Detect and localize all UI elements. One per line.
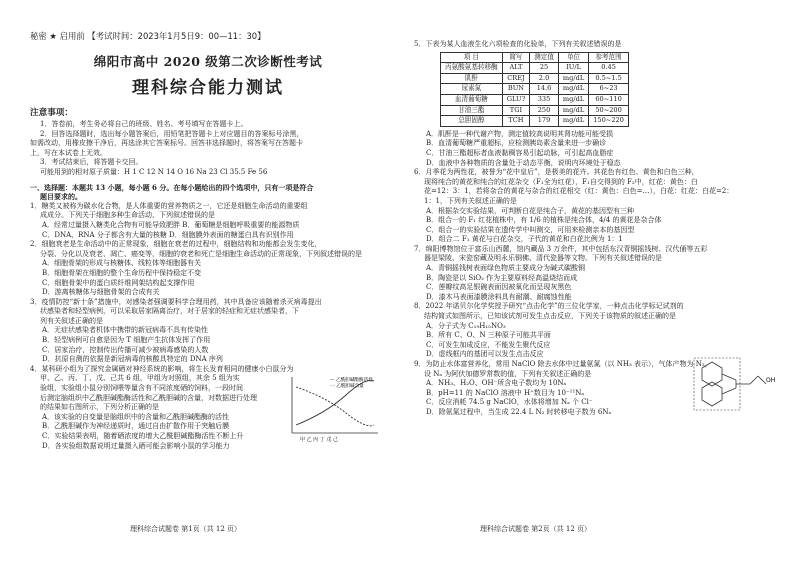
q2-option: A．细胞骨架的形成与核糖体、线粒体等细胞器有关 bbox=[42, 259, 202, 268]
q8-line: 8．2022 年诺贝尔化学奖授予研究“点击化学”的三位化学家，一种点击化学标记试剂的 bbox=[414, 302, 684, 311]
q7-option: B．陶瓷是以 SiO₂ 作为主要原料经高温烧结而成 bbox=[426, 273, 578, 282]
q3-option: C．居家治疗，控制传出传播可减少被病毒感染的人数 bbox=[42, 345, 209, 354]
table-cell: 335 bbox=[530, 94, 559, 105]
exam-title-line2: 理科综合能力测试 bbox=[132, 78, 284, 98]
q1-line: 成成分。下列关于细胞多种生命活动，下列叙述错误的是 bbox=[40, 211, 215, 220]
table-cell: 14.6 bbox=[530, 84, 559, 95]
table-cell: 60~110 bbox=[589, 94, 629, 105]
q2-option: D．游离核糖体与细胞骨架的合成有关 bbox=[42, 288, 160, 297]
table-cell: 丙氨酸氨基转移酶 bbox=[441, 63, 503, 74]
q4-option: B．乙酰胆碱作为神经递质时，通过自由扩散作用于突触后膜 bbox=[42, 422, 230, 431]
table-cell: TCH bbox=[502, 116, 529, 127]
q5-option: A．肌酐是一种代谢产物，测定值较高说明其肾功能可能受损 bbox=[426, 129, 614, 138]
q3-line: 列有关叙述正确的是 bbox=[40, 316, 103, 325]
q4-line: 后测定脑组织中乙酰胆碱酯酶活性和乙酰胆碱的含量，对数据进行处理 bbox=[40, 393, 257, 402]
table-cell: 甘油三酯 bbox=[441, 105, 503, 116]
q1-option: A．经常过量摄入糖类化合物有可能导致肥胖 B．葡萄糖是细胞呼吸重要的能源物质 bbox=[42, 220, 300, 229]
table-header-cell: 项 目 bbox=[441, 52, 503, 63]
q6-line: 花=12：3：1，若将杂合的黄花与杂合的红花相交（红：黄色：白色=…），白花：红花：白花=2： bbox=[424, 187, 734, 196]
bond bbox=[758, 376, 766, 384]
chemical-structure bbox=[692, 356, 782, 412]
q4-block bbox=[30, 365, 386, 451]
table-cell: 肌酐 bbox=[441, 73, 503, 84]
note-line: 3．考试结束后，将答题卡交回。 bbox=[40, 158, 143, 167]
table-cell: mg/dL bbox=[558, 73, 588, 84]
q5-option: B．血清葡萄糖严重超标，应检测胰岛素含量来进一步确诊 bbox=[426, 139, 607, 148]
q8-option: A．分子式为 C₁₉H₁₅NO₃ bbox=[426, 321, 506, 330]
q3-option: D．抗原自测的依据是新冠病毒的核酸具特定的 DNA 序列 bbox=[42, 355, 223, 364]
q3-line: 状感染者和轻型病例，可以采取居家隔离治疗，对于居家的轻症和无症状感染者，下 bbox=[40, 307, 299, 316]
q9-option: C．反应消耗 74.5 g NaClO，水体将增加 Nₐ 个 Cl⁻ bbox=[426, 398, 593, 407]
table-cell: mg/dL bbox=[558, 116, 588, 127]
q6-option: B．组合一的 F₁ 红花植株中，有 1/6 的植株是纯合体，4/4 的黄花是杂合体 bbox=[426, 216, 662, 225]
table-row bbox=[441, 84, 629, 95]
q5-option: C．甘油三酯超标者血液黏稠容易引起动脉，可引起高血脂症 bbox=[426, 148, 614, 157]
table-cell: 总胆固醇 bbox=[441, 116, 503, 127]
table-cell: mg/dL bbox=[558, 105, 588, 116]
table-header-cell: 参考范围 bbox=[589, 52, 629, 63]
q4-graph bbox=[286, 373, 382, 445]
q6-option: C．组合一的实验结果在遗传学中叫测交，可用来检测亲本的基因型 bbox=[426, 225, 635, 234]
table-row bbox=[441, 63, 629, 74]
q3-option: B．轻型病例可自愈是因为 T 细胞产生抗体发挥了作用 bbox=[42, 336, 211, 345]
table-cell: ALT bbox=[502, 63, 529, 74]
q9-line: 设 Nₐ 为阿伏加德罗常数的值，下列有关叙述正确的是 bbox=[424, 369, 592, 378]
q3-line: 3．疫情防控“新十条”措施中，对感染者强调要科学合理用药，其中具备应该随着杀灭病毒提出 bbox=[30, 297, 322, 306]
q7-option: A．青铜摇钱树表面绿色物质主要成分为碱式碳酸铜 bbox=[426, 264, 586, 273]
q9-option: A．NH₃、H₂O、OH⁻所含电子数均为 10Nₐ bbox=[426, 379, 567, 388]
q1-option: C．DNA、RNA 分子都含有大量的核糖 D．细胞膜外表面的糖蛋白具有识别作用 bbox=[42, 230, 294, 239]
q4-line: 4．某科研小组为了探究金属硒对神经系统的影响，将生长发育相同的健康小白鼠分为 bbox=[30, 364, 294, 373]
q3-option: A．无症状感染者机体中携带的新冠病毒不具有传染性 bbox=[42, 326, 209, 335]
table-header-row bbox=[441, 52, 629, 63]
q9-line: 9．为防止水体富营养化，常用 NaClO 除去水体中过量氨氮（以 NH₃ 表示），气体产物为 N₂， bbox=[414, 360, 712, 368]
q6-line: 1：1，下列有关叙述正确的是 bbox=[424, 196, 517, 205]
table-cell: TGI bbox=[502, 105, 529, 116]
note-line: 1．答卷前，考生务必将自己的班级、姓名、考号填写在答题卡上。 bbox=[40, 120, 248, 128]
notes-heading: 注意事项： bbox=[30, 108, 73, 118]
table-cell: GLU? bbox=[502, 94, 529, 105]
table-row bbox=[441, 94, 629, 105]
graph-legend-1: — 乙酰胆碱酯酶活性 bbox=[330, 377, 373, 383]
q8-option: B．所有 C、O、N 三种原子可能共平面 bbox=[426, 331, 551, 340]
table-cell: 50~200 bbox=[589, 105, 629, 116]
table-row bbox=[441, 116, 629, 127]
table-cell: IU/L bbox=[558, 63, 588, 74]
table-cell: mg/dL bbox=[558, 94, 588, 105]
q7-line: 器是梁陵、宋瓷窑藏及明永乐铜佛、清代瓷器等文物。下列有关叙述错误的是 bbox=[424, 254, 662, 263]
q4-option: C．实验结果表明，随着硒浓度的增大乙酰胆碱酯酶活性不断上升 bbox=[42, 432, 244, 440]
q7-option: C．莲瓣纹高足银碗表面因被氧化而呈现灰黑色 bbox=[426, 283, 572, 292]
table-cell: BUN bbox=[502, 84, 529, 95]
q4-option: A．该实验的自变量是脑组织中的含量和乙酰胆碱酯酶的活性 bbox=[42, 412, 230, 421]
table-cell: 血清葡萄糖 bbox=[441, 94, 503, 105]
struct-oh-label: OH bbox=[766, 377, 776, 384]
note-line: 上，写在本试卷上无效。 bbox=[30, 148, 107, 157]
q7-line: 7．绵阳博物馆位于富乐山西麓，馆内藏品 3 万余件，其中包括东汉青铜摇钱树、汉代俑等五彩 bbox=[414, 244, 708, 253]
q4-line: 的结果如右图所示，下列分析正确的是 bbox=[40, 403, 159, 412]
table-row bbox=[441, 105, 629, 116]
q2-option: C．细胞骨架中的蛋白质纤维网架结构起支撑作用 bbox=[42, 278, 195, 287]
right-page bbox=[400, 0, 800, 566]
table-cell: 250 bbox=[530, 105, 559, 116]
note-line: 如需改动，用橡皮擦干净后，再选涂其它答案标号。回答非选择题时，将答案写在答题卡 bbox=[30, 139, 303, 148]
q5-option: D．血液中各种物质的含量处于动态平衡，说明内环境处于稳态 bbox=[426, 158, 621, 167]
table-cell: mg/dL bbox=[558, 84, 588, 95]
blood-test-table bbox=[440, 52, 629, 127]
right-page-footer: 理科综合试题卷 第2页（共 12 页） bbox=[480, 525, 592, 533]
bond bbox=[750, 376, 758, 384]
q5-line: 5．下表为某人血液生化六项检查的化验单，下列有关叙述错误的是 bbox=[414, 40, 622, 48]
table-cell: 尿素氮 bbox=[441, 84, 503, 95]
q6-option: D．组合二 F₁ 黄花与白花杂交，子代的黄花和白花比例为 1：1 bbox=[426, 235, 623, 244]
note-line: 可能用到的相对原子质量：H 1 C 12 N 14 O 16 Na 23 Cl 35.5 Fe 56 bbox=[40, 167, 268, 176]
graph-x-label: 甲 乙 丙 丁 戊 己 bbox=[300, 436, 338, 443]
q8-option: C．可发生加成反应，不能发生聚代反应 bbox=[426, 340, 551, 349]
left-page-footer: 理科综合试题卷 第1页（共 12 页） bbox=[130, 525, 242, 533]
q9-option: B．pH=11 的 NaClO 溶液中 H⁺数目为 10⁻¹¹Nₐ bbox=[426, 388, 585, 397]
q2-line: 分裂、分化以及衰老、凋亡、癌变等，细胞的衰老和死亡是细胞生命活动的正常现象，下列叙述错误的是 bbox=[40, 249, 362, 258]
bond bbox=[722, 374, 736, 380]
table-cell: 25 bbox=[530, 63, 559, 74]
q8-option: D．虚线框内的基团可以发生点击反应 bbox=[426, 350, 544, 359]
table-header-cell: 简写 bbox=[502, 52, 529, 63]
q2-option: B．细胞骨架在细胞的整个生命历程中保持稳定不变 bbox=[42, 268, 202, 277]
graph-legend-2: - - 乙酰胆碱含量 bbox=[330, 383, 364, 389]
q8-line: 结构简式如图所示，已知该试剂可发生点击反应，下列关于该物质的叙述正确的是 bbox=[424, 312, 676, 321]
table-header-cell: 单位 bbox=[558, 52, 588, 63]
q6-line: 6．月季花为两性花，被誉为“花中皇后”，是极美的花卉。其花色有红色、黄色和白色三种， bbox=[414, 168, 699, 177]
table-row bbox=[441, 73, 629, 84]
dashed-frame bbox=[694, 358, 740, 410]
table-cell: 179 bbox=[530, 116, 559, 127]
q6-line: 现将纯合的黄花和纯合的红花杂交（F₁全为红花），F₁自交得到的 F₂中，红花：黄色：白 bbox=[424, 177, 698, 186]
q4-line: 验组，实验组小鼠分别饲喂等量含有不同浓度硒的饲料，一段时间 bbox=[40, 384, 243, 393]
q2-line: 2．细胞衰老是生命活动中的正常现象，细胞在衰老的过程中，细胞结构和功能都会发生变化， bbox=[30, 240, 322, 249]
q4-option: D．各实验组数据说明过量摄入硒可能会影响小鼠的学习能力 bbox=[42, 441, 230, 450]
q7-option: D．漆木马表面漆膜涂料具有耐潮、耐腐蚀性能 bbox=[426, 292, 572, 301]
table-cell: 0.45 bbox=[589, 63, 629, 74]
table-cell: 0.5~1.5 bbox=[589, 73, 629, 84]
table-cell: 2.0 bbox=[530, 73, 559, 84]
note-line: 2．回答选择题时，选出每小题答案后，用铅笔把答题卡上对应题目的答案标号涂黑， bbox=[40, 129, 304, 138]
section1-heading: 一、选择题：本题共 13 小题，每小题 6 分。在每小题给出的四个选项中，只有一项是符合 bbox=[30, 182, 314, 192]
section1-heading-cont: 题目要求的。 bbox=[40, 192, 82, 202]
q6-option: A．根据杂交实验结果，可判断白花是纯合子，黄花的基因型有三种 bbox=[426, 206, 635, 215]
exam-title-line1: 绵阳市高中 2020 级第二次诊断性考试 bbox=[93, 54, 323, 69]
q9-option: D．除氨氮过程中，当生成 22.4 L N₂ 时转移电子数为 6Nₐ bbox=[426, 407, 612, 416]
table-cell: 6~23 bbox=[589, 84, 629, 95]
exam-secret-header: 秘密 ★ 启用前 【考试时间：2023年1月5日9：00—11：30】 bbox=[30, 31, 266, 41]
table-cell: 150~220 bbox=[589, 116, 629, 127]
table-header-cell: 测定值 bbox=[530, 52, 559, 63]
q4-line: 甲、乙、丙、丁、戊、己共 6 组，甲组为对照组，其余 5 组为实 bbox=[40, 374, 240, 383]
bond bbox=[722, 388, 736, 394]
q1-line: 1．糖类又被称为碳水化合物，是人体重要的营养物质之一，它还是细胞生命活动的重要组 bbox=[30, 201, 308, 210]
table-cell: CREJ bbox=[502, 73, 529, 84]
